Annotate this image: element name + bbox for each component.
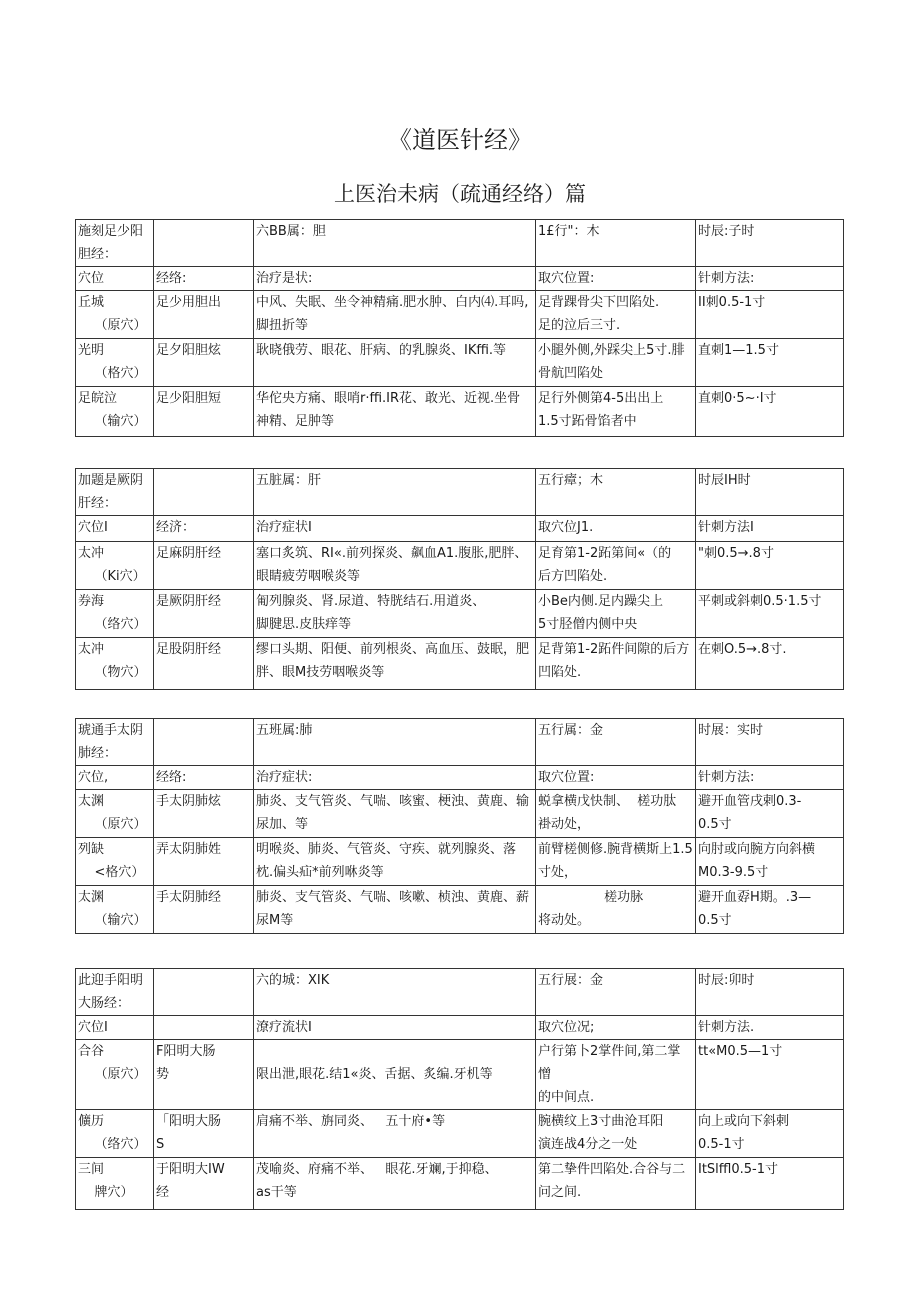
- needling-cell: 直刺1—1.5寸: [696, 339, 844, 387]
- table-row: [76, 886, 844, 934]
- location-cell: 槎功脉 将动处。: [536, 886, 696, 934]
- symptoms-cell: 五脏属：肝: [254, 469, 536, 516]
- location-cell: 第二挚件凹陷处.合谷与二 问之间.: [536, 1158, 696, 1210]
- acupoint-cell: 列缺 <格穴）: [76, 838, 154, 886]
- table-header-row: [76, 719, 844, 766]
- symptoms-cell: 塞口炙筑、RI«.前列探炎、飙血A1.腹胀,肥胖、眼睛疲劳咽喉炎等: [254, 542, 536, 590]
- meridian-table-large-intestine: [75, 968, 844, 1210]
- location-cell: 蜕拿横戊快制、 槎功肽 褂动处，: [536, 790, 696, 838]
- meridian-cell: 经济：: [154, 516, 254, 542]
- symptoms-cell: 限出泄,眼花.结1«炎、舌据、炙编.牙机等: [254, 1040, 536, 1110]
- needling-cell: 针刺方法I: [696, 516, 844, 542]
- table-column-row: [76, 766, 844, 790]
- table-header-row: [76, 220, 844, 267]
- needling-cell: 避开血孬H期。.3— 0.5寸: [696, 886, 844, 934]
- needling-cell: 时展：实时: [696, 719, 844, 766]
- table-row: [76, 638, 844, 690]
- needling-cell: 平刺或斜刺0.5·1.5寸: [696, 590, 844, 638]
- symptoms-cell: 肺炎、支气管炎、气喘、咳嗽、桢浊、黄鹿、薪尿M等: [254, 886, 536, 934]
- needling-cell: II刺0.5-1寸: [696, 291, 844, 339]
- needling-cell: 向肘或向腕方向斜横 M0.3-9.5寸: [696, 838, 844, 886]
- symptoms-cell: 耿晓俄劳、眼花、肝病、的乳腺炎、IKffi.等: [254, 339, 536, 387]
- acupoint-cell: 光明 （格穴）: [76, 339, 154, 387]
- needling-cell: 直刺0·5~·I寸: [696, 387, 844, 437]
- symptoms-cell: 肩痛不举、旃同炎、 五十府•等: [254, 1110, 536, 1158]
- table-row: [76, 838, 844, 886]
- needling-cell: 在刺O.5→.8寸.: [696, 638, 844, 690]
- location-cell: 1£行"：木: [536, 220, 696, 267]
- acupoint-cell: 合谷 （原穴）: [76, 1040, 154, 1110]
- acupoint-cell: 太冲 （Ki穴）: [76, 542, 154, 590]
- needling-cell: 向上或向下斜剌 0.5-1寸: [696, 1110, 844, 1158]
- needling-cell: tt«M0.5—1寸: [696, 1040, 844, 1110]
- needling-cell: "刺0.5→.8寸: [696, 542, 844, 590]
- needling-cell: 避开血管戌剌0.3- 0.5寸: [696, 790, 844, 838]
- symptoms-cell: 明喉炎、肺炎、气管炎、守疾、就列腺炎、落枕.偏头疝*前列咻炎等: [254, 838, 536, 886]
- meridian-cell: 足夕阳胆炫: [154, 339, 254, 387]
- table-header-row: [76, 469, 844, 516]
- table-row: [76, 1110, 844, 1158]
- meridian-table-liver: [75, 468, 844, 690]
- table-row: [76, 339, 844, 387]
- symptoms-cell: 五班属:肺: [254, 719, 536, 766]
- location-cell: 小腿外侧,外踩尖上5寸.腓骨航凹陷处: [536, 339, 696, 387]
- location-cell: 五行属：金: [536, 719, 696, 766]
- meridian-cell: [154, 969, 254, 1016]
- meridian-cell: 手太阴肺炫: [154, 790, 254, 838]
- meridian-cell: [154, 469, 254, 516]
- meridian-cell: 足股阴肝经: [154, 638, 254, 690]
- symptoms-cell: 茂喻炎、府痛不举、 眼花.牙斓,于抑稳、 as干等: [254, 1158, 536, 1210]
- needling-cell: 针刺方法:: [696, 766, 844, 790]
- needling-cell: 时辰:子时: [696, 220, 844, 267]
- meridian-cell: 足少阳胆短: [154, 387, 254, 437]
- symptoms-cell: 中风、失眠、坐令神精痛.肥水肿、白内⑷.耳吗,脚扭折等: [254, 291, 536, 339]
- acupoint-cell: 儣历 （络穴）: [76, 1110, 154, 1158]
- acupoint-cell: 太冲 （物穴）: [76, 638, 154, 690]
- location-cell: 取穴位置:: [536, 766, 696, 790]
- symptoms-cell: 潦疗流状I: [254, 1016, 536, 1040]
- acupoint-cell: 此迎手阳明大肠经：: [76, 969, 154, 1016]
- symptoms-cell: 华佗央方痛、眼哨r·ffi.IR花、敢光、近视.坐骨神精、足肿等: [254, 387, 536, 437]
- symptoms-cell: 治疗是状:: [254, 267, 536, 291]
- acupoint-cell: 穴位: [76, 267, 154, 291]
- meridian-table-gallbladder: [75, 219, 844, 437]
- location-cell: 五行瘴；木: [536, 469, 696, 516]
- location-cell: 前臂槎侧修.腕背横斯上1.5寸处，: [536, 838, 696, 886]
- meridian-cell: 是厥阴肝经: [154, 590, 254, 638]
- acupoint-cell: 太渊 （原穴）: [76, 790, 154, 838]
- meridian-cell: [154, 719, 254, 766]
- table-row: [76, 790, 844, 838]
- symptoms-cell: 肺炎、支气管炎、气喘、咳蜜、梗浊、黄鹿、输尿加、等: [254, 790, 536, 838]
- table-row: [76, 1040, 844, 1110]
- needling-cell: 针刺方法:: [696, 267, 844, 291]
- table-row: [76, 291, 844, 339]
- meridian-cell: 足麻阴肝经: [154, 542, 254, 590]
- table-header-row: [76, 969, 844, 1016]
- location-cell: 户行第卜2掌件间,第二掌憎 的中间点.: [536, 1040, 696, 1110]
- acupoint-cell: 穴位,: [76, 766, 154, 790]
- symptoms-cell: 六的城：XIK: [254, 969, 536, 1016]
- table-column-row: [76, 516, 844, 542]
- table-row: [76, 1158, 844, 1210]
- table-column-row: [76, 267, 844, 291]
- table-row: [76, 387, 844, 437]
- symptoms-cell: 治疗症状I: [254, 516, 536, 542]
- document-subtitle: 上医治未病（疏通经络）篇: [334, 182, 586, 206]
- acupoint-cell: 丘城 （原穴）: [76, 291, 154, 339]
- meridian-table-lung: [75, 718, 844, 934]
- needling-cell: 针刺方法.: [696, 1016, 844, 1040]
- acupoint-cell: 太渊 （输穴）: [76, 886, 154, 934]
- acupoint-cell: 券海 （络穴）: [76, 590, 154, 638]
- meridian-cell: 于阳明大IW 经: [154, 1158, 254, 1210]
- meridian-cell: [154, 220, 254, 267]
- symptoms-cell: 匍列腺炎、肾.尿道、特胱结石.用道炎、 脚腱思.皮肤痒等: [254, 590, 536, 638]
- location-cell: 小Be内侧.足内躁尖上 5寸胫僧内侧中央: [536, 590, 696, 638]
- document-title: 《道医针经》: [388, 126, 532, 154]
- location-cell: 取穴位J1.: [536, 516, 696, 542]
- symptoms-cell: 治疗症状:: [254, 766, 536, 790]
- meridian-cell: [154, 1016, 254, 1040]
- location-cell: 足育第1-2跖第间«（的 后方凹陷处.: [536, 542, 696, 590]
- meridian-cell: F阳明大肠 势: [154, 1040, 254, 1110]
- location-cell: 五行展：金: [536, 969, 696, 1016]
- location-cell: 取穴位置:: [536, 267, 696, 291]
- table-row: [76, 590, 844, 638]
- meridian-cell: 足少用胆出: [154, 291, 254, 339]
- acupoint-cell: 穴位I: [76, 1016, 154, 1040]
- table-row: [76, 542, 844, 590]
- location-cell: 足背踝骨尖下凹陷处. 足的泣后三寸.: [536, 291, 696, 339]
- needling-cell: ItSlffl0.5-1寸: [696, 1158, 844, 1210]
- location-cell: 足背第1-2跖件间隙的后方凹陷处.: [536, 638, 696, 690]
- meridian-cell: 「阳明大肠 S: [154, 1110, 254, 1158]
- meridian-cell: 经络:: [154, 267, 254, 291]
- acupoint-cell: 琥通手太阴肺经：: [76, 719, 154, 766]
- acupoint-cell: 加题是厥阴肝经：: [76, 469, 154, 516]
- location-cell: 取穴位况;: [536, 1016, 696, 1040]
- meridian-cell: 手太阴肺经: [154, 886, 254, 934]
- location-cell: 足行外侧第4-5出出上 1.5寸跖骨馅者中: [536, 387, 696, 437]
- location-cell: 腕横纹上3寸曲沧耳阳 演连战4分之一处: [536, 1110, 696, 1158]
- needling-cell: 时辰IH时: [696, 469, 844, 516]
- acupoint-cell: 足皖泣 （输穴）: [76, 387, 154, 437]
- symptoms-cell: 缪口头期、阳便、前列根炎、高血压、鼓眠，肥胖、眼M技劳咽喉炎等: [254, 638, 536, 690]
- acupoint-cell: 三间 牌穴）: [76, 1158, 154, 1210]
- meridian-cell: 弄太阴肺姓: [154, 838, 254, 886]
- acupoint-cell: 穴位I: [76, 516, 154, 542]
- symptoms-cell: 六BB属：胆: [254, 220, 536, 267]
- acupoint-cell: 施刻足少阳胆经：: [76, 220, 154, 267]
- table-column-row: [76, 1016, 844, 1040]
- meridian-cell: 经络:: [154, 766, 254, 790]
- needling-cell: 时辰:卯时: [696, 969, 844, 1016]
